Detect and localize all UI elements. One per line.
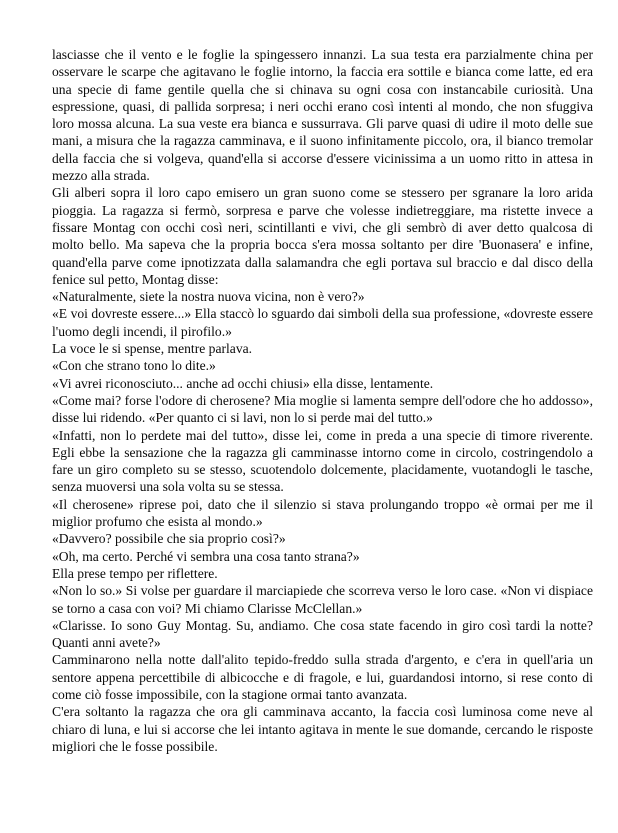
paragraph: «Il cherosene» riprese poi, dato che il silenzio si stava prolungando troppo «è ormai per me il miglior profumo che esista al mondo.» (52, 496, 593, 530)
paragraph: «Infatti, non lo perdete mai del tutto», disse lei, come in preda a una specie di timore riverente. Egli ebbe la sensazione che la ragazza gli camminasse intorno come in circolo, costringendolo a fare un giro completo su se stesso, scuotendolo dolcemente, placidamente, vuotandogli le tasche, senza muoversi una sola volta su se stessa. (52, 427, 593, 495)
paragraph: «Vi avrei riconosciuto... anche ad occhi chiusi» ella disse, lentamente. (52, 375, 434, 391)
paragraph: C'era soltanto la ragazza che ora gli camminava accanto, la faccia così luminosa come neve al chiaro di luna, e lui si accorse che lei intanto agitava in mente le sue domande, cercando le risposte migliori che le fosse possibile. (52, 704, 593, 754)
paragraph: «Davvero? possibile che sia proprio così?» (52, 531, 286, 547)
paragraph: Gli alberi sopra il loro capo emisero un gran suono come se stessero per sgranare la loro arida pioggia. La ragazza si fermò, sorpresa e parve che volesse indietreggiare, ma ristette invece a fissare Montag con occhi così neri, scintillanti e vivi, che gli sembrò di aver detto qualcosa di molto bello. Ma sapeva che la propria bocca s'era mossa soltanto per dire 'Buonasera' e infine, quand'ella parve come ipnotizzata dalla salamandra che egli portava sul braccio e dal disco della fenice sul petto, Montag disse: (52, 185, 593, 287)
paragraph: «Clarisse. Io sono Guy Montag. Su, andiamo. Che cosa state facendo in giro così tardi la notte? Quanti anni avete?» (52, 617, 593, 651)
paragraph: «Come mai? forse l'odore di cherosene? Mia moglie si lamenta sempre dell'odore che ho addosso», disse lui ridendo. «Per quanto ci si lavi, non lo si perde mai del tutto.» (52, 392, 593, 426)
paragraph: La voce le si spense, mentre parlava. (52, 341, 253, 357)
paragraph: Camminarono nella notte dall'alito tepido-freddo sulla strada d'argento, e c'era in quell'aria un sentore appena percettibile di albicocche e di fragole, e lui, guardandosi intorno, si rese conto di come ciò fosse impossibile, con la stagione ormai tanto avanzata. (52, 652, 593, 702)
paragraph: Ella prese tempo per riflettere. (52, 565, 218, 581)
paragraph: «Oh, ma certo. Perché vi sembra una cosa tanto strana?» (52, 548, 360, 564)
paragraph: «Non lo so.» Si volse per guardare il marciapiede che scorreva verso le loro case. «Non vi dispiace se torno a casa con voi? Mi chiamo Clarisse McClellan.» (52, 583, 593, 616)
paragraph: «Naturalmente, siete la nostra nuova vicina, non è vero?» (52, 289, 365, 305)
body-text (52, 46, 593, 755)
paragraph: lasciasse che il vento e le foglie la spingessero innanzi. La sua testa era parzialmente china per osservare le scarpe che agitavano le foglie intorno, la faccia era sottile e bianca come latte, ed era una specie di fame gentile quella che si chinava su ogni cosa con instancabile curiosità. Una espressione, quasi, di pallida sorpresa; i neri occhi erano così intenti al mondo, che non sfuggiva loro mossa alcuna. La sua veste era bianca e sussurrava. Gli parve quasi di udire il moto delle sue mani, a misura che la ragazza camminava, e il suono infinitamente piccolo, ora, il bianco tremolar della faccia che si volgeva, quand'ella si accorse d'essere vicinissima a un uomo ritto in attesa in mezzo alla strada. (52, 47, 593, 184)
paragraph: «Con che strano tono lo dite.» (52, 358, 216, 374)
paragraph: «E voi dovreste essere...» Ella staccò lo sguardo dai simboli della sua professione, «dovreste essere l'uomo degli incendi, il pirofilo.» (52, 306, 593, 339)
